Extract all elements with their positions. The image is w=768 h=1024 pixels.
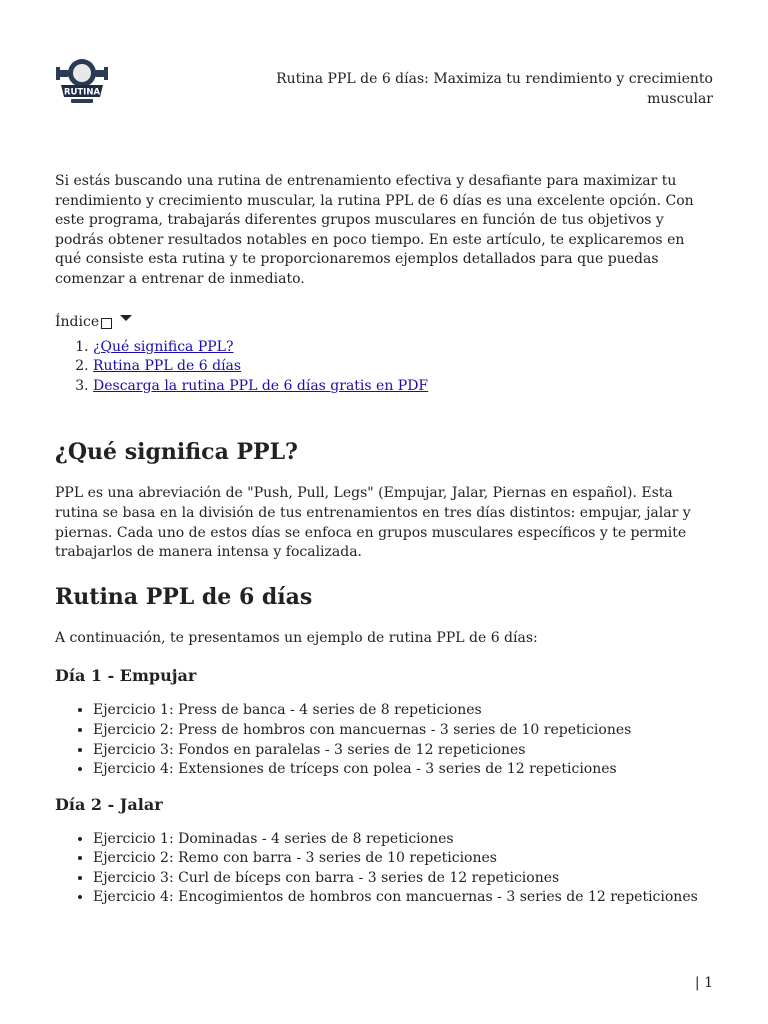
toc-toggle[interactable] (55, 312, 715, 332)
exercise-item: • Ejercicio 1: Dominadas - 4 series de 8 repeticiones (93, 830, 715, 850)
exercise-list (55, 830, 715, 908)
exercise-item: • Ejercicio 4: Extensiones de tríceps con polea - 3 series de 12 repeticiones (93, 760, 715, 780)
logo-text: RUTINA (63, 87, 101, 98)
section-paragraph-rutina: A continuación, te presentamos un ejemplo de rutina PPL de 6 días: (55, 629, 538, 646)
exercise-item: • Ejercicio 2: Remo con barra - 3 series de 10 repeticiones (93, 849, 715, 869)
day-heading: Día 2 - Jalar (55, 794, 163, 814)
toc-link-descarga[interactable]: Descarga la rutina PPL de 6 días gratis en PDF (93, 377, 429, 394)
section-heading-rutina: Rutina PPL de 6 días (55, 583, 313, 610)
exercise-item: • Ejercicio 1: Press de banca - 4 series de 8 repeticiones (93, 701, 715, 721)
section-heading-ppl: ¿Qué significa PPL? (55, 439, 298, 466)
toc-checkbox-icon (101, 318, 112, 329)
page-number: | 1 (694, 975, 713, 991)
caret-down-icon (120, 315, 132, 321)
exercise-item: • Ejercicio 4: Encogimientos de hombros con mancuernas - 3 series de 12 repeticiones (93, 888, 715, 908)
toc-link-rutina[interactable]: Rutina PPL de 6 días (93, 358, 242, 375)
exercise-list (55, 701, 715, 779)
exercise-item: • Ejercicio 3: Fondos en paralelas - 3 series de 12 repeticiones (93, 741, 715, 761)
toc-item (93, 338, 715, 358)
document-header-title: Rutina PPL de 6 días: Maximiza tu rendimiento y crecimiento muscular (276, 71, 713, 107)
toc-item (93, 377, 715, 397)
toc-item (93, 357, 715, 377)
exercise-item: • Ejercicio 3: Curl de bíceps con barra - 3 series de 12 repeticiones (93, 869, 715, 889)
exercise-item: • Ejercicio 2: Press de hombros con mancuernas - 3 series de 10 repeticiones (93, 721, 715, 741)
toc-link-que-significa[interactable]: ¿Qué significa PPL? (93, 338, 234, 355)
day-heading: Día 1 - Empujar (55, 666, 197, 686)
toc-label: Índice (55, 313, 100, 330)
table-of-contents (55, 338, 715, 397)
intro-paragraph: Si estás buscando una rutina de entrenamiento efectiva y desafiante para maximizar tu rendimiento y crecimiento muscular, la rutina PPL de 6 días es una excelente opción. Con este programa, trabajarás diferentes grupos musculares en función de tus objetivos y podrás obtener resultados notables en poco tiempo. En este artículo, te explicaremos en qué consiste esta rutina y te proporcionaremos ejemplos detallados para que puedas comenzar a entrenar de inmediato. (55, 173, 694, 287)
section-paragraph-ppl: PPL es una abreviación de "Push, Pull, Legs" (Empujar, Jalar, Piernas en español). Esta rutina se basa en la división de tus entrenamientos en tres días distintos: empujar, jalar y piernas. Cada uno de estos días se enfoca en grupos musculares específicos y te permite trabajarlos de manera intensa y focalizada. (55, 485, 691, 561)
document-body (55, 172, 715, 908)
site-logo (55, 55, 109, 105)
